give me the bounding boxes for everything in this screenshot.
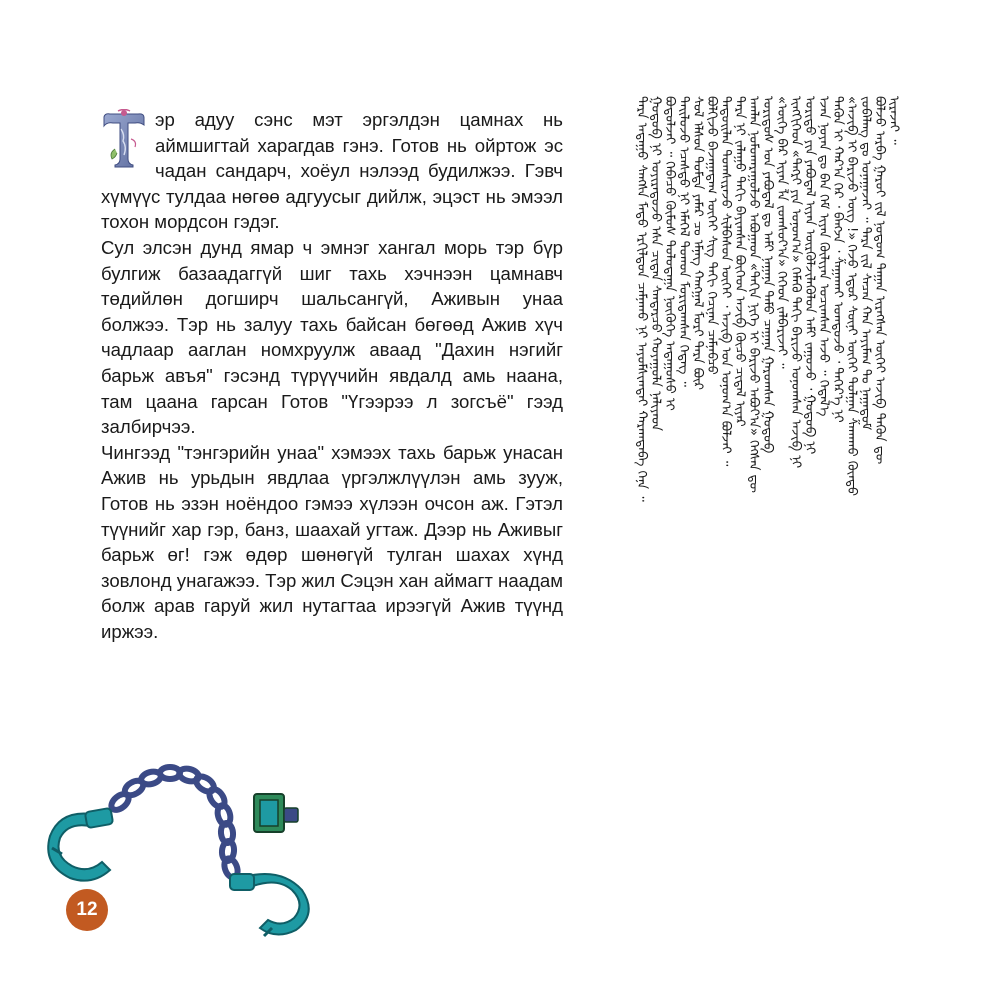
- mongolian-column: ᠢᠩᠭᠢᠭᠡᠳ «ᠲᠩᠷᠢ ᠶᠢᠨ ᠤᠨᠤᠭ᠎ᠠ» ᠬᠡᠮᠡᠬᠦ ᠲᠠᠬᠢ ᠪᠠᠷᠢᠵᠤ ᠤᠨᠤᠭᠰᠠᠨ ᠠᠵᠢᠪ ᠨᠢ: [788, 96, 803, 469]
- mongolian-column: ᠰᠤᠯ ᠡᠯᠰᠦᠨ ᠳᠤᠮᠳᠠ ᠶᠠᠮᠠᠷ ᠴᠤ ᠡᠮᠨᠡᠭ ᠬᠠᠩᠭᠠᠯ ᠮᠣᠷᠢ ᠲᠡᠷᠡ ᠪᠦᠷ: [690, 96, 705, 390]
- mongolian-column: ᠲᠡᠳᠦᠢᠯᠡᠨ ᠳᠣᠭᠰᠢᠷᠠᠵᠤ ᠰᠢᠯᠪᠠᠰᠤᠨ ᠦᠭᠡᠢ ᠂ ᠠᠵᠢᠪ ᠤᠨ ᠤᠨᠤᠭ᠎ᠠ ᠪᠣᠯᠵᠠᠢ ᠃: [718, 96, 733, 467]
- mongolian-column: ᠲᠡᠭᠦᠨ ᠢ ᠬᠠᠷ᠎ᠠ ᠭᠡᠷ ᠂ ᠪᠠᠩᠵᠠ ᠂ ᠱᠠᠭᠠᠬᠠᠢ ᠤᠭᠲᠤᠵᠤ ᠂ ᠳᠡᠭᠡᠷ᠎ᠡ ᠨᠢ: [830, 96, 845, 423]
- cyrillic-paragraph: Чингээд "тэнгэрийн унаа" хэмээх тахь барьж унасан Ажив нь урьдын явдлаа үргэлжлүүлэн амь зууж, Готов нь эзэн ноёндоо гэмээ хүлээн очсон аж. Гэтэл түүнийг хар гэр, банз, шаахай угтаж. Дээр нь Аживыг барьж өг! гэж өдөр шөнөгүй тулган шахах хүнд зовлонд унагажээ. Тэр жил Сэцэн хан аймагт наадам болж арав гаруй жил нутагтаа ирээгүй Ажив түүнд иржээ.: [101, 441, 563, 642]
- mongolian-column: «ᠦᠭᠡ ᠪᠡᠷ ᠢᠶᠡᠨ ᠯᠡ ᠵᠣᠭᠰᠣᠶ᠎ᠠ» ᠭᠡᠭᠡᠳ ᠵᠠᠯᠪᠠᠷᠢᠵᠠᠢ ᠃: [774, 96, 789, 369]
- left-shackle-icon: [48, 808, 113, 881]
- mongolian-column: ᠢᠷᠡᠵᠡᠢ ᠃: [886, 96, 901, 145]
- mongolian-column: ᠡᠵᠡᠨ ᠨᠣᠶᠠᠨ ᠳᠤ ᠪᠠᠨ ᠭᠡᠮ ᠢᠶᠡᠨ ᠬᠦᠯᠢᠶᠡᠨ ᠣᠴᠢᠭᠰᠠᠨ ᠠᠵᠤ ᠃ ᠭᠡᠲᠡᠯ᠎ᠡ: [816, 96, 831, 417]
- mongolian-column: ᠲᠡᠷᠡ ᠨᠢ ᠵᠠᠯᠠᠭᠤ ᠲᠠᠬᠢ ᠪᠠᠶᠢᠭᠰᠠᠨ ᠪᠥᠭᠡᠳ ᠠᠵᠢᠪ ᠬᠦᠴᠦ ᠴᠢᠳᠠᠯ ᠢᠶᠠᠷ: [732, 96, 747, 427]
- mongolian-column: ᠠᠭᠯᠠᠨ ᠨᠣᠮᠣᠬᠠᠷᠠᠭᠤᠯᠵᠤ ᠠᠪᠤᠭᠠᠳ «ᠳᠠᠬᠢᠨ ᠨᠢᠭᠡ ᠢ ᠪᠠᠷᠢᠵᠤ ᠠᠪᠤᠶ᠎ᠠ» ᠭᠡᠭᠰᠡᠨ ᠳᠦ: [746, 96, 761, 493]
- chain-icon: [108, 767, 240, 880]
- dropcap-ornament: [101, 109, 147, 169]
- mongolian-column: ᠭᠣᠲᠣᠪ ᠨᠢ ᠣᠶᠢᠷᠠᠲᠤᠵᠤ ᠡᠰᠡ ᠴᠢᠳᠠᠨ ᠰᠠᠨᠳᠠᠷᠴᠤ ᠬᠣᠶᠠᠭᠤᠯᠠ ᠨᠡᠯᠢᠶᠡᠳ: [648, 96, 663, 431]
- mongolian-column: ᠪᠤᠯᠭᠢᠵᠤ ᠪᠠᠵᠠᠭᠠᠳᠠᠭ ᠦᠭᠡᠢ ᠰᠢᠭ ᠲᠠᠬᠢ ᠬᠡᠴᠢᠨᠡᠨ ᠴᠠᠮᠨᠠᠪᠴᠤ: [704, 96, 719, 375]
- mongolian-column: ᠪᠤᠳᠤᠯᠵᠡᠢ ᠃ ᠭᠡᠪᠡᠴᠦ ᠬᠦᠮᠦᠰ ᠲᠤᠯᠤᠳᠠᠭᠠ ᠨᠥᠭᠥᠭᠡ ᠠᠳᠠᠭᠤᠰᠤ ᠢ: [662, 96, 677, 411]
- dropcap-letter: [101, 169, 102, 170]
- dropcap-t-icon: [101, 109, 147, 169]
- first-paragraph-text: эр адуу сэнс мэт эргэлдэн цамнах нь аймшигтай харагдав гэнэ. Готов нь ойртож эс чадан сандарч, хоёул нэлээд будилжээ. Гэвч хүмүүс тулдаа нөгөө адгуусыг дийлж, эцэст нь эмээл тохон мордсон гэдэг.: [101, 109, 563, 233]
- mongolian-column: «ᠠᠵᠢᠪ ᠢ ᠪᠠᠷᠢᠵᠤ ᠥᠭ !» ᠭᠡᠵᠦ ᠡᠳᠦᠷ ᠰᠦᠨᠢ ᠦᠭᠡᠢ ᠲᠤᠯᠭᠠᠨ ᠱᠠᠬᠠᠬᠤ ᠬᠦᠨᠳᠦ: [844, 96, 859, 496]
- mongolian-column: ᠲᠡᠷᠡ ᠠᠳᠠᠭᠤ ᠰᠡᠩᠰᠡ ᠮᠡᠲᠦ ᠡᠷᠭᠢᠯᠳᠦᠨ ᠴᠠᠮᠨᠠᠬᠤ ᠨᠢ ᠠᠶᠤᠮᠰᠢᠭᠲᠠᠢ ᠬᠠᠷᠠᠭᠳᠠᠪᠠ ᠭᠡᠨᠡ ᠃: [634, 96, 649, 502]
- cyrillic-text-block: [101, 107, 563, 644]
- cyrillic-paragraph: Сул элсэн дунд ямар ч эмнэг хангал морь тэр бүр булгиж базаадаггүй шиг тахь хэчнээн цамнавч төдийлөн догширч шальсангүй, Аживын унаа болжээ. Тэр нь залуу тахь байсан бөгөөд Ажив хүч чадлаар ааглан номхруулж аваад "Дахин нэгийг барьж авъя" гэсэнд түрүүчийн явдалд амь наана, там цаана гарсан Готов "Үгээрээ л зогсъё" гээд залбирчээ.: [101, 236, 563, 438]
- cyrillic-paragraph: [101, 107, 563, 235]
- page-number-badge: 12: [66, 889, 108, 931]
- mongolian-column: ᠤᠷᠢᠳᠤᠰ ᠤᠨ ᠶᠠᠪᠤᠳᠠᠯ ᠳᠤ ᠠᠮᠢ ᠨᠠᠭᠠᠨᠠ ᠲᠠᠮᠤ ᠴᠠᠭᠠᠨᠠ ᠭᠠᠷᠤᠭᠰᠠᠨ ᠭᠣᠲᠣᠪ: [760, 96, 775, 454]
- mongolian-column: ᠤᠷᠢᠳᠤ ᠶᠢᠨ ᠶᠠᠪᠤᠳᠠᠯ ᠢᠶᠠᠨ ᠦᠷᠭᠦᠯᠵᠢᠯᠡᠭᠦᠯᠦᠨ ᠠᠮᠢ ᠵᠠᠭᠤᠵᠤ ᠂ ᠭᠣᠲᠣᠪ ᠨᠢ: [802, 96, 817, 455]
- padlock-icon: [254, 794, 298, 832]
- mongolian-column: ᠳᠡᠢᠯᠦᠵᠦ ᠡᠴᠡᠰᠲᠦ ᠨᠢ ᠡᠮᠡᠭᠡᠯ ᠲᠣᠬᠣᠨ ᠮᠣᠷᠢᠳᠠᠭᠰᠠᠨ ᠭᠡᠳᠡᠭ ᠃: [676, 96, 691, 387]
- mongolian-column: ᠵᠣᠪᠠᠯᠠᠩ ᠳᠤ ᠤᠨᠠᠭᠠᠵᠠᠢ ᠃ ᠲᠡᠷᠡ ᠵᠢᠯ ᠰᠡᠴᠡᠨ ᠬᠠᠨ ᠠᠶᠢᠮᠠᠭ ᠲᠤ ᠨᠠᠭᠠᠳᠤᠮ: [858, 96, 873, 431]
- mongolian-column: ᠪᠣᠯᠵᠤ ᠠᠷᠪᠠ ᠭᠠᠷᠤᠢ ᠵᠢᠯ ᠨᠤᠲᠤᠭ ᠲᠠᠭᠠᠨ ᠢᠷᠡᠭᠰᠡᠨ ᠦᠭᠡᠢ ᠠᠵᠢᠪ ᠲᠡᠭᠦᠨ ᠳᠦ: [872, 96, 887, 465]
- mongolian-script-block: [632, 96, 901, 876]
- right-shackle-icon: [230, 874, 309, 936]
